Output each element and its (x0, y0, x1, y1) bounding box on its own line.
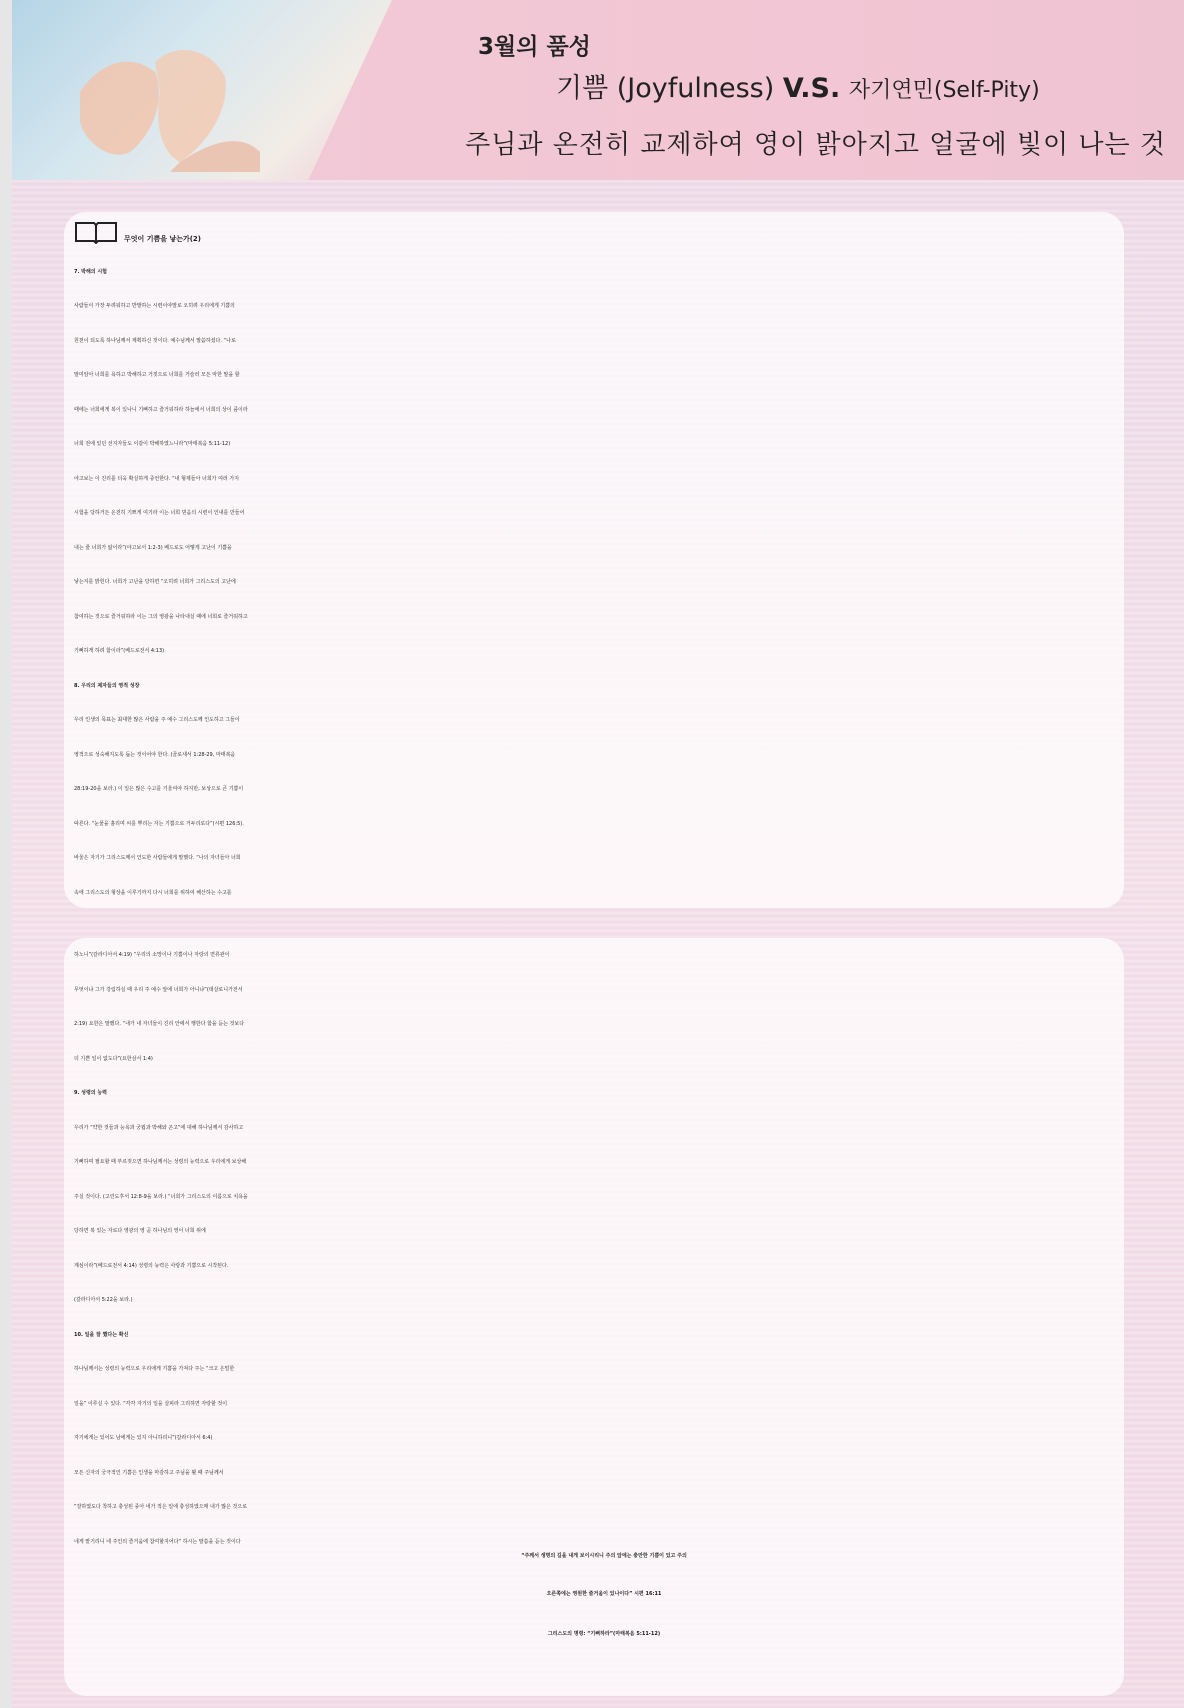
text-line: 주실 것이다. (고린도후서 12:8-9을 보라.) “너희가 그리스도의 이름으로 치욕을 (74, 1193, 248, 1200)
text-line: 일을” 이루실 수 있다. “각각 자기의 일을 살피라 그리하면 자랑할 것이 (74, 1400, 228, 1407)
text-line: 영적으로 성숙해지도록 돕는 것이어야 한다. (골로새서 1:28-29, 마태복음 (74, 751, 236, 758)
text-line: 시험을 당하거든 온전히 기쁘게 여기라 이는 너희 믿음의 시련이 인내를 만들어 (74, 510, 245, 516)
text-line: 기뻐하며 필요할 때 부르짖으면 하나님께서는 성령의 능력으로 우리에게 보상해 (74, 1159, 247, 1165)
subsection-heading: 7. 박해의 시험 (74, 268, 108, 275)
text-line: 따른다. “눈물을 흘리며 씨를 뿌리는 자는 기쁨으로 거두리로다”(시편 126:5). (74, 820, 244, 827)
text-line: 바울은 자기가 그리스도께서 인도한 사람들에게 말했다. “나의 자녀들아 너희 (74, 855, 241, 861)
text-line: 속에 그리스도의 형상을 이루기까지 다시 너희를 위하여 해산하는 수고를 (74, 889, 232, 896)
tagline: 주님과 온전히 교제하여 영이 밝아지고 얼굴에 빛이 나는 것 (465, 130, 1166, 160)
text-line: 야고보는 이 진리를 더욱 확실하게 증언한다. “내 형제들아 너희가 여러 가지 (74, 475, 239, 482)
panel1-text (74, 220, 1134, 910)
text-line: 더 기쁜 일이 없도다”(요한삼서 1:4) (74, 1055, 153, 1062)
trait-en: (Joyfulness) (616, 73, 775, 104)
text-line: 기뻐하게 하려 함이라”(베드로전서 4:13) (74, 648, 165, 654)
text-line: 2:19) 요한은 말했다. “내가 내 자녀들이 진리 안에서 행한다 함을 듣는 것보다 (74, 1021, 245, 1027)
closing-verse-line2: 오른쪽에는 영원한 즐거움이 있나이다” 시편 16:11 (546, 1591, 662, 1597)
text-line: 자기에게는 있어도 남에게는 있지 아니하리니”(갈라디아서 6:4) (74, 1435, 213, 1441)
text-line: 너희 전에 있던 선지자들도 이같이 박해하였느니라”(마태복음 5:11-12) (74, 441, 231, 447)
vs-label: V.S. (782, 73, 841, 104)
text-line: 때에는 너희에게 복이 있나니 기뻐하고 즐거워하라 하늘에서 너희의 상이 큼이라 (74, 406, 248, 413)
opposite-ko: 자기연민 (848, 78, 934, 103)
text-line: 28:19-20을 보라.) 이 일은 많은 수고를 기울여야 하지만, 보상으로 큰 기쁨이 (74, 786, 244, 792)
text-line: 우리가 “약한 것들과 능욕과 궁핍과 박해와 곤고”에 대해 하나님께서 감사하고 (74, 1124, 244, 1131)
text-line: 네게 맡기리니 네 주인의 즐거움에 참여할지어다” 하시는 말씀을 듣는 것이다 (74, 1538, 241, 1545)
text-line: 당하면 복 있는 자로다 영광의 영 곧 하나님의 영이 너희 위에 (74, 1228, 206, 1234)
text-line: 모든 신자의 궁극적인 기쁨은 인생을 마감하고 주님을 뵐 때 주님께서 (74, 1469, 224, 1476)
text-line: 계심이라”(베드로전서 4:14) 성령의 능력은 사랑과 기쁨으로 시작된다. (74, 1262, 229, 1269)
text-line: 사람들이 가장 두려워하고 반발하는 시련이야말로 오히려 우리에게 기쁨의 (74, 303, 235, 309)
text-line: 우리 인생의 목표는 최대한 많은 사람을 주 예수 그리스도께 인도하고 그들이 (74, 717, 240, 723)
text-line: 하나님께서는 성령의 능력으로 우리에게 기쁨을 가져다 주는 “크고 은밀한 (74, 1366, 235, 1372)
section-title (74, 220, 1134, 255)
text-line: 말미암아 너희를 욕하고 박해하고 거짓으로 너희를 거슬러 모든 악한 말을 할 (74, 372, 240, 378)
praying-hands-image (60, 22, 260, 172)
text-line: 하노니”(갈라디아서 4:19) “우리의 소망이나 기쁨이나 자랑의 면류관이 (74, 952, 230, 958)
text-line: “잘하였도다 착하고 충성된 종아 네가 적은 일에 충성하였으매 내가 많은 것으로 (74, 1504, 248, 1510)
page-edge (0, 0, 12, 1708)
text-line: 낳는지를 밝힌다. 너희가 고난을 당하면 “오히려 너희가 그리스도의 고난에 (74, 579, 236, 585)
subsection-heading: 8. 우리의 제자들의 영적 성장 (74, 682, 140, 689)
month-title: 3월의 품성 (478, 34, 591, 60)
text-line: 무엇이냐 그가 강림하실 때 우리 주 예수 앞에 너희가 아니냐”(데살로니가전서 (74, 986, 243, 993)
closing-verse-line1: “주께서 생명의 길을 내게 보이시리니 주의 앞에는 충만한 기쁨이 있고 주의 (521, 1553, 687, 1559)
subsection-heading: 10. 일을 잘 했다는 확신 (74, 1331, 129, 1338)
text-line: 참여하는 것으로 즐거워하라 이는 그의 영광을 나타내실 때에 너희로 즐거워하고 (74, 613, 248, 620)
subsection-heading: 9. 성령의 능력 (74, 1090, 108, 1096)
opposite-en: (Self-Pity) (933, 78, 1040, 103)
open-book-icon (74, 220, 118, 244)
text-line: (갈라디아서 5:22을 보라.) (74, 1297, 133, 1303)
trait-ko: 기쁨 (556, 73, 609, 104)
panel2-text (74, 938, 1134, 1559)
trait-heading (556, 66, 1040, 105)
command-line: 그리스도의 명령: “기뻐하라”(마태복음 5:11-12) (547, 1631, 661, 1637)
text-line: 내는 줄 너희가 앎이라”(야고보서 1:2-3) 베드로도 어떻게 고난이 기쁨을 (74, 544, 232, 551)
text-line: 원천이 되도록 하나님께서 계획하신 것이다. 예수님께서 말씀하셨다. “나로 (74, 337, 236, 344)
section-title-text: 무엇이 기쁨을 낳는가(2) (124, 235, 202, 243)
